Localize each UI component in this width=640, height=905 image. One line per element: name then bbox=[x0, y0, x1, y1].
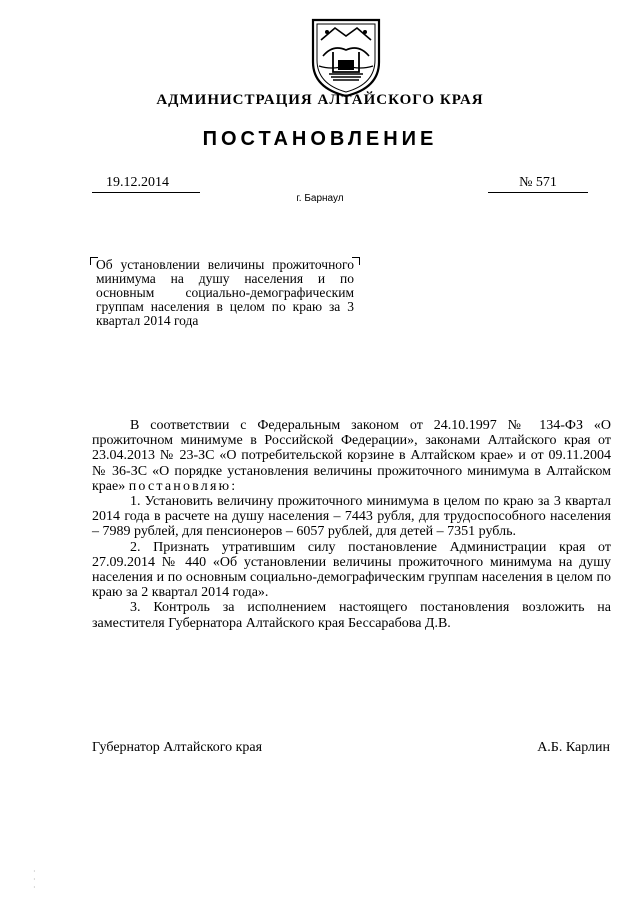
altai-krai-coat-of-arms-icon bbox=[305, 10, 387, 98]
preamble-paragraph bbox=[92, 418, 611, 494]
document-body bbox=[92, 418, 611, 631]
organization-name: АДМИНИСТРАЦИЯ АЛТАЙСКОГО КРАЯ bbox=[156, 92, 484, 108]
signatory-name: А.Б. Карлин bbox=[537, 740, 610, 755]
issue-city: г. Барнаул bbox=[296, 193, 344, 204]
item-3-paragraph: 3. Контроль за исполнением настоящего постановления возложить на заместителя Губернатора Алтайского края Бессарабова Д.В. bbox=[92, 600, 611, 631]
signatory-position: Губернатор Алтайского края bbox=[92, 740, 263, 755]
document-number: № 571 bbox=[488, 174, 588, 193]
document-subject: Об установлении величины прожиточного минимума на душу населения и по основным социально-демографическим группам населения в целом по краю за 3 квартал 2014 года bbox=[96, 257, 354, 328]
item-1-paragraph: 1. Установить величину прожиточного минимума в целом по краю за 3 квартал 2014 года в расчете на душу населения – 7443 рубля, для трудоспособного населения – 7989 рублей, для пенсионеров – 6057 рублей, для детей – 7351 рубль. bbox=[92, 494, 611, 540]
preamble-text: В соответствии с Федеральным законом от 24.10.1997 № 134-ФЗ «О прожиточном минимуме в Российской Федерации», законами Алтайского края от 23.04.2013 № 23-ЗС «О потребительской корзине в Алтайском крае» и от 09.11.2004 № 36-ЗС «О порядке установления величины прожиточного минимума в Алтайском крае» bbox=[92, 418, 611, 494]
decree-word: постановляю: bbox=[128, 478, 238, 494]
scan-margin-marks: · · · bbox=[33, 867, 36, 892]
document-date: 19.12.2014 bbox=[92, 174, 200, 193]
item-2-paragraph: 2. Признать утратившим силу постановление Администрации края от 27.09.2014 № 440 «Об установлении величины прожиточного минимума на душу населения и по основным социально-демографическим группам населения в целом по краю за 2 квартал 2014 года». bbox=[92, 539, 611, 601]
document-type-title: ПОСТАНОВЛЕНИЕ bbox=[202, 128, 438, 150]
